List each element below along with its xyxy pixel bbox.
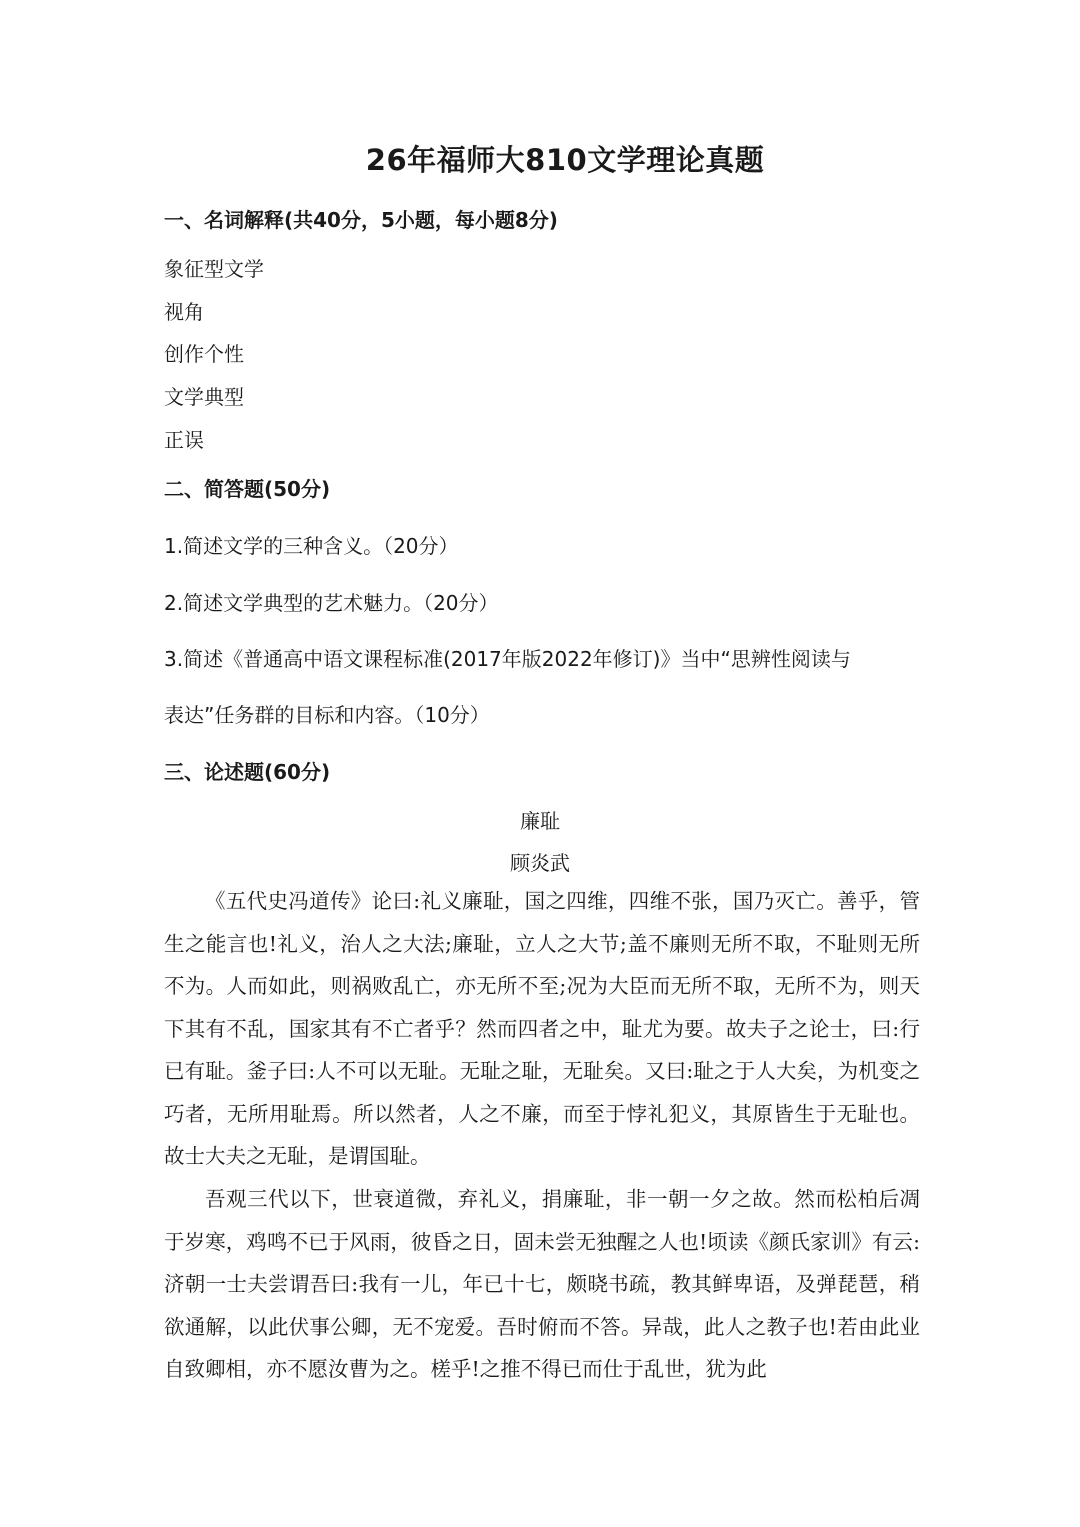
essay-author: 顾炎武: [510, 851, 570, 875]
section-1-heading: 一、名词解释(共40分，5小题，每小题8分): [164, 208, 558, 232]
essay-title: 廉耻: [520, 809, 560, 833]
page-title: 26年福师大810文学理论真题: [365, 143, 765, 177]
term-item: 文学典型: [164, 385, 244, 409]
term-item: 视角: [164, 300, 204, 324]
term-item: 正误: [164, 428, 204, 452]
section-3-heading: 三、论述题(60分): [164, 760, 331, 784]
essay-paragraph: 《五代史冯道传》论曰:礼义廉耻，国之四维，四维不张，国乃灭亡。善乎，管生之能言也!礼义，治人之大法;廉耻，立人之大节;盖不廉则无所不取，不耻则无所不为。人而如此，则祸败乱亡，亦无所不至;况为大臣而无所不取，无所不为，则天下其有不乱，国家其有不亡者乎？然而四者之中，耻尤为要。故夫子之论士，曰:行已有耻。釜子曰:人不可以无耻。无耻之耻，无耻矣。又曰:耻之于人大矣，为机变之巧者，无所用耻焉。所以然者，人之不廉，而至于悖礼犯义，其原皆生于无耻也。故士大夫之无耻，是谓国耻。: [164, 889, 920, 1168]
question-item: 1.简述文学的三种含义。（20分）: [164, 534, 459, 558]
section-2-heading: 二、简答题(50分): [164, 477, 331, 501]
question-item: 3.简述《普通高中语文课程标准(2017年版2022年修订)》当中“思辨性阅读与: [164, 647, 851, 671]
term-item: 创作个性: [164, 342, 244, 366]
term-item: 象征型文学: [164, 257, 264, 281]
essay-paragraph: 吾观三代以下，世衰道微，弃礼义，捐廉耻，非一朝一夕之故。然而松柏后凋于岁寒，鸡鸣不已于风雨，彼昏之日，固未尝无独醒之人也!顷读《颜氏家训》有云:济朝一士夫尝谓吾曰:我有一儿，年已十七，颇晓书疏，教其鲜卑语，及弹琵琶，稍欲通解，以此伏事公卿，无不宠爱。吾时俯而不答。异哉，此人之教子也!若由此业自致卿相，亦不愿汝曹为之。槎乎!之推不得已而仕于乱世，犹为此: [164, 1187, 920, 1381]
question-item: 2.简述文学典型的艺术魅力。（20分）: [164, 591, 499, 615]
question-item: 表达”任务群的目标和内容。（10分）: [164, 703, 490, 727]
